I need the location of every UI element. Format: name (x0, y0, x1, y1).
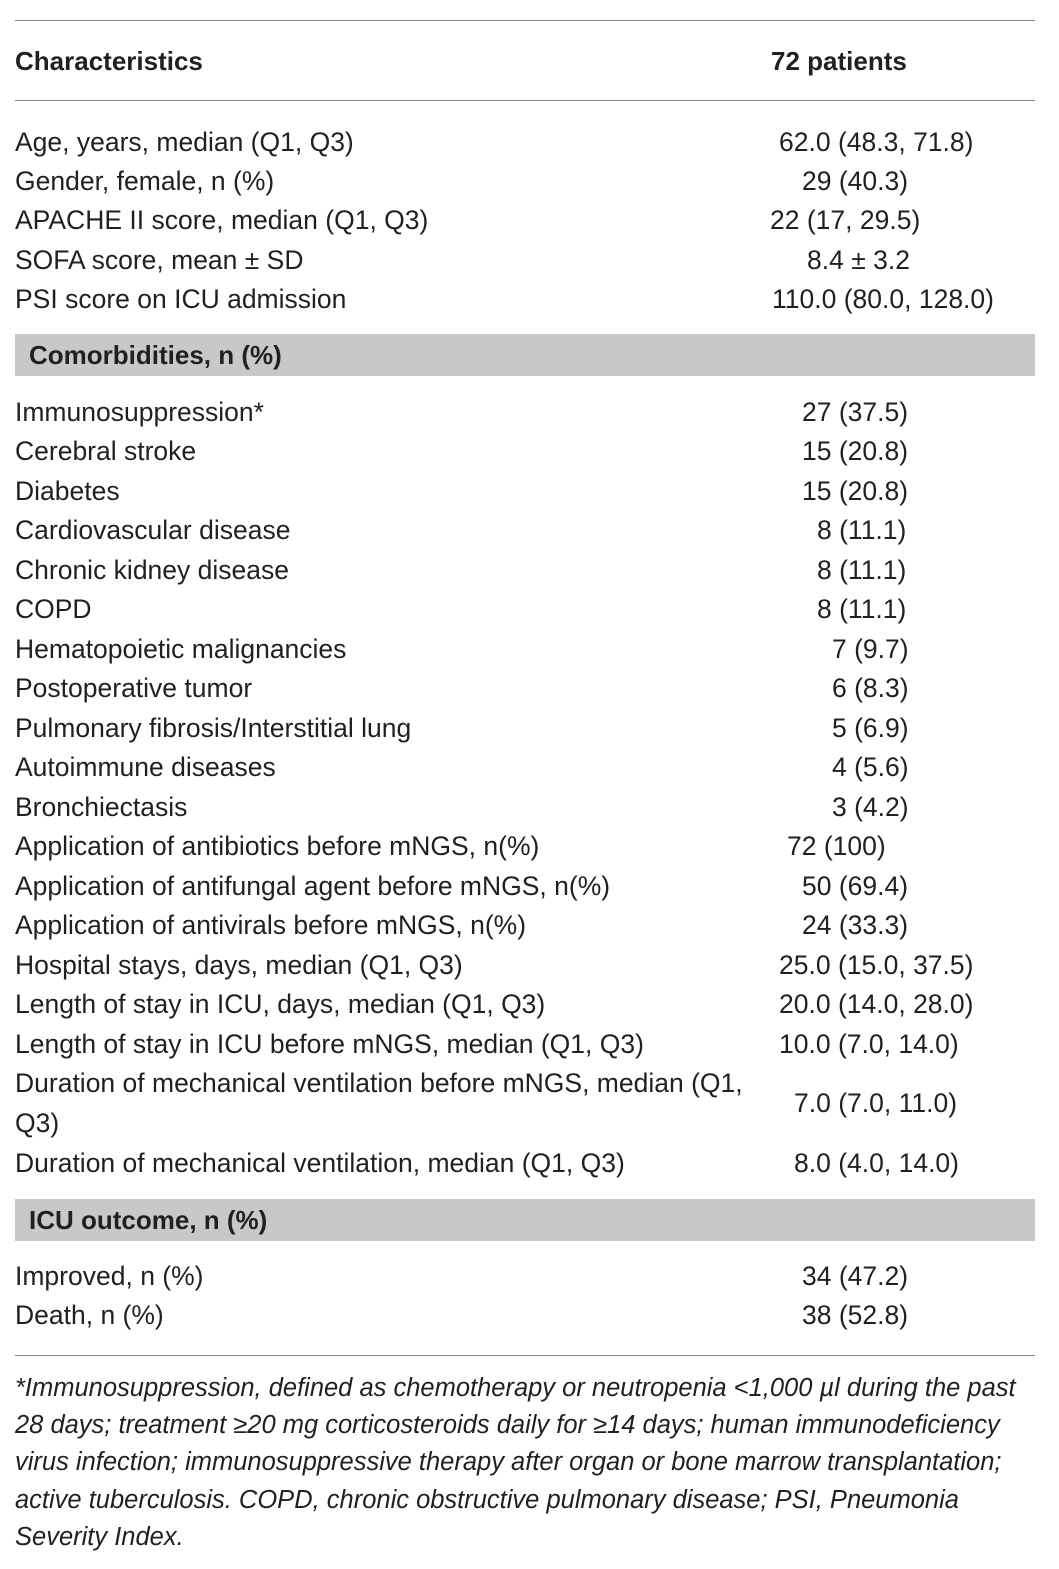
row-label: Application of antivirals before mNGS, n(%) (15, 910, 527, 940)
section-title: Comorbidities, n (%) (29, 340, 282, 370)
row-label: Improved, n (%) (15, 1261, 204, 1291)
table-row (15, 123, 1035, 163)
table-row (15, 590, 1035, 630)
row-label: Length of stay in ICU before mNGS, median (Q1, Q3) (15, 1029, 644, 1059)
row-label: Hospital stays, days, median (Q1, Q3) (15, 950, 463, 980)
row-value: 110.0 (80.0, 128.0) (772, 284, 994, 314)
row-value: 7.0 (7.0, 11.0) (794, 1088, 958, 1118)
table-row (15, 946, 1035, 986)
row-value: 6 (8.3) (832, 673, 909, 703)
row-value: 8.4 ± 3.2 (807, 245, 910, 275)
row-label: Age, years, median (Q1, Q3) (15, 127, 354, 157)
row-label: Autoimmune diseases (15, 752, 276, 782)
row-value: 25.0 (15.0, 37.5) (779, 950, 974, 980)
bottom-rule (15, 1355, 1035, 1356)
row-label: Duration of mechanical ventilation, median (Q1, Q3) (15, 1148, 625, 1178)
section-comorbidities (15, 334, 1035, 376)
row-value: 22 (17, 29.5) (770, 205, 921, 235)
table-row (15, 511, 1035, 551)
table-row (15, 551, 1035, 591)
table-header (15, 42, 1035, 82)
row-label: Length of stay in ICU, days, median (Q1, Q3) (15, 989, 546, 1019)
row-label: Hematopoietic malignancies (15, 634, 347, 664)
table-row (15, 709, 1035, 749)
table-row (15, 1144, 1035, 1184)
table-row (15, 1064, 1035, 1144)
table-row (15, 1025, 1035, 1065)
table-row (15, 1296, 1035, 1336)
row-label: Cardiovascular disease (15, 515, 291, 545)
table-row (15, 827, 1035, 867)
table-row (15, 241, 1035, 281)
row-label: PSI score on ICU admission (15, 284, 347, 314)
table-row (15, 393, 1035, 433)
row-label: SOFA score, mean ± SD (15, 245, 304, 275)
row-value: 15 (20.8) (802, 476, 909, 506)
table-row (15, 630, 1035, 670)
row-label: Cerebral stroke (15, 436, 197, 466)
row-label: Immunosuppression* (15, 397, 264, 427)
top-rule (15, 20, 1035, 21)
row-value: 3 (4.2) (832, 792, 909, 822)
table-row (15, 748, 1035, 788)
row-label: Chronic kidney disease (15, 555, 289, 585)
row-label: Application of antifungal agent before mNGS, n(%) (15, 871, 611, 901)
section-icu-outcome (15, 1199, 1035, 1241)
table-row (15, 280, 1035, 320)
row-value: 24 (33.3) (802, 910, 909, 940)
row-label: Bronchiectasis (15, 792, 188, 822)
header-characteristics: Characteristics (15, 46, 203, 76)
table-row (15, 201, 1035, 241)
section-title: ICU outcome, n (%) (29, 1205, 268, 1235)
row-value: 8 (11.1) (817, 515, 907, 545)
table-row (15, 472, 1035, 512)
row-value: 34 (47.2) (802, 1261, 909, 1291)
row-value: 72 (100) (787, 831, 886, 861)
row-label: Application of antibiotics before mNGS, n(%) (15, 831, 540, 861)
row-label: Death, n (%) (15, 1300, 164, 1330)
table-footnote: *Immunosuppression, defined as chemotherapy or neutropenia <1,000 µl during the past 28 days; treatment ≥20 mg corticosteroids daily for ≥14 days; human immunodeficiency virus infection; immunosuppressive therapy after organ or bone marrow transplantation; active tuberculosis. COPD, chronic obstructive pulmonary disease; PSI, Pneumonia Severity Index. (15, 1374, 1016, 1551)
row-label: COPD (15, 594, 92, 624)
row-label: Pulmonary fibrosis/Interstitial lung (15, 713, 412, 743)
table-row (15, 906, 1035, 946)
row-value: 62.0 (48.3, 71.8) (779, 127, 974, 157)
row-value: 8 (11.1) (817, 555, 907, 585)
row-value: 27 (37.5) (802, 397, 909, 427)
row-label: Gender, female, n (%) (15, 166, 275, 196)
table-row (15, 1257, 1035, 1297)
row-value: 38 (52.8) (802, 1300, 909, 1330)
row-value: 50 (69.4) (802, 871, 909, 901)
row-label: APACHE II score, median (Q1, Q3) (15, 205, 429, 235)
table-row (15, 788, 1035, 828)
row-value: 7 (9.7) (832, 634, 909, 664)
row-value: 20.0 (14.0, 28.0) (779, 989, 974, 1019)
row-value: 5 (6.9) (832, 713, 909, 743)
row-label: Duration of mechanical ventilation before mNGS, median (Q1, Q3) (15, 1068, 743, 1138)
row-value: 29 (40.3) (802, 166, 909, 196)
row-label: Diabetes (15, 476, 120, 506)
table-row (15, 162, 1035, 202)
row-value: 8.0 (4.0, 14.0) (794, 1148, 959, 1178)
table-row (15, 432, 1035, 472)
table-row (15, 867, 1035, 907)
row-value: 15 (20.8) (802, 436, 909, 466)
header-patients: 72 patients (771, 46, 907, 76)
table-row (15, 985, 1035, 1025)
table-row (15, 669, 1035, 709)
row-value: 10.0 (7.0, 14.0) (779, 1029, 959, 1059)
row-value: 8 (11.1) (817, 594, 907, 624)
row-label: Postoperative tumor (15, 673, 253, 703)
header-rule (15, 100, 1035, 101)
row-value: 4 (5.6) (832, 752, 909, 782)
